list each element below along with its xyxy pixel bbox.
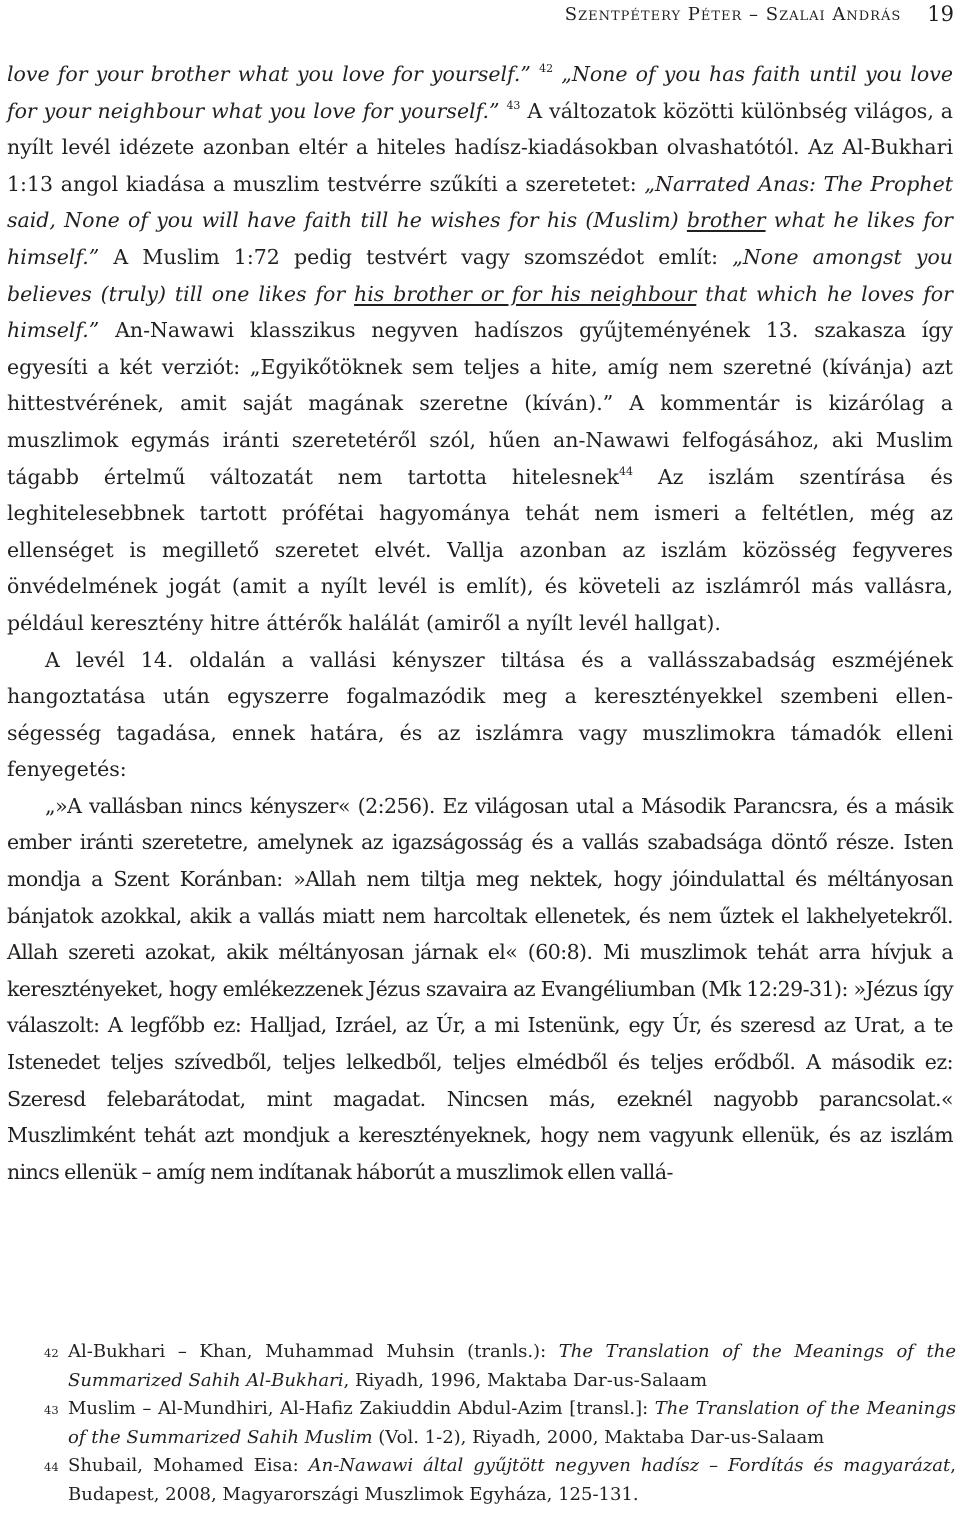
footnote-text: Al-Bukhari – Khan, Muhammad Muhsin (tranls.): — [68, 1341, 559, 1362]
page-number: 19 — [927, 2, 954, 26]
quote-text: love for your brother what you love for yourself.” — [7, 62, 531, 86]
quote-text: what he likes for himself.” — [7, 208, 953, 269]
quote-text: „None of you has faith until you love for your neighbour what you love for yourself.” — [7, 62, 953, 123]
running-head — [0, 0, 954, 28]
footnote-title: The Translation of the Meanings of the Summarized Sahih Al-Bukhari — [68, 1341, 956, 1391]
footnotes — [0, 1338, 956, 1509]
footnote-ref-43[interactable]: 43 — [506, 98, 521, 112]
footnote-number: 43 — [44, 1403, 59, 1417]
underlined-quote-text: brother — [686, 208, 766, 233]
footnote-ref-44[interactable]: 44 — [618, 464, 633, 478]
quote-text: that which he loves for himself.” — [7, 281, 953, 343]
paragraph-1 — [7, 56, 953, 642]
main-text — [7, 56, 953, 1190]
body-sentence: An-Nawawi klasszikus negyven hadíszos gyűjteményének 13. szakasza így egyesíti a két verziót: „Egyikőtöknek sem teljes a hite, amíg nem szeretné (kívánja) azt hittestvérének, amit saját magának szeretne (kíván).” A kommentár is kizárólag a muszlimok egymás iránti szeretetéről szól, hűen an-Nawawi felfogásához, aki Muslim tágabb értelmű változatát nem tartotta hitelesnek — [7, 318, 953, 489]
footnote-title: The Translation of the Meanings of the Summarized Sahih Muslim — [68, 1398, 956, 1448]
footnote-text: , Riyadh, 1996, Maktaba Dar-us-Salaam — [343, 1369, 708, 1391]
footnote-44 — [0, 1452, 956, 1509]
footnote-number: 42 — [44, 1346, 59, 1360]
quote-text: „Narrated Anas: The Prophet said, None of you will have faith till he wishes for his (Muslim) — [7, 171, 953, 233]
underlined-quote-text: his brother or for his neighbour — [354, 281, 697, 306]
footnote-text: Shubail, Mohamed Eisa: — [68, 1455, 309, 1476]
paragraph-3-quote: „»A vallásban nincs kényszer« (2:256). Ez világosan utal a Második Parancsra, és a másik ember iránti szeretetre, amelynek az igazságosság és a vallás szabadsága döntő része. Isten mondja a Szent Koránban: »Allah nem tiltja meg nektek, hogy jóindulattal és méltányosan bánjatok azokkal, akik a vallás miatt nem harcoltak ellenetek, és nem űztek el lakhelyetekről. Allah szereti azokat, akik méltányosan járnak el« (60:8). Mi muszlimok tehát arra hívjuk a keresztényeket, hogy emlékezzenek Jézus szavaira az Evangéliumban (Mk 12:29-31): »Jézus így válaszolt: A legfőbb ez: Halljad, Izráel, az Úr, a mi Istenünk, egy Úr, és szeresd az Urat, a te Istenedet teljes szívedből, teljes lelkedből, teljes elmédből és teljes erődből. A második ez: Szeresd felebarátodat, mint magadat. Nincsen más, ezeknél nagyobb parancsolat.« Muszlimként tehát azt mondjuk a keresztényeknek, hogy nem vagyunk ellenük, és az iszlám nincs ellenük – amíg nem indítanak háborút a muszlimok ellen vallá- — [7, 793, 953, 1184]
body-sentence: A változatok közötti különbség világos, a nyílt levél idézete azonban eltér a hiteles hadísz-kiadásokban olvashatótól. Az Al-Bukhari 1:13 angol kiadása a muszlim testvérre szűkíti a szeretetet: — [7, 98, 953, 196]
footnote-ref-42[interactable]: 42 — [539, 62, 554, 75]
footnote-text: Muslim – Al-Mundhiri, Al-Hafiz Zakiuddin Abdul-Azim [transl.]: — [68, 1398, 655, 1419]
quote-text: „None amongst you believes (truly) till one likes for — [7, 244, 953, 306]
footnote-42 — [0, 1338, 956, 1395]
footnote-43 — [0, 1395, 956, 1452]
footnote-text: (Vol. 1-2), Riyadh, 2000, Maktaba Dar-us-Salaam — [372, 1426, 825, 1448]
body-sentence: A Muslim 1:72 pedig testvért vagy szomszédot említ: — [113, 244, 719, 269]
running-title: Szentpétery Péter – Szalai András — [564, 3, 902, 25]
paragraph-2: A levél 14. oldalán a vallási kényszer tiltása és a vallásszabadság eszméjének hangoztatása után egyszerre fogalmazódik meg a keresztényekkel szembeni ellenségesség tagadása, ennek határa, és az iszlámra vagy muszlimokra támadók elleni fenyegetés: — [7, 647, 953, 782]
footnote-text: , Budapest, 2008, Magyarországi Muszlimok Egyháza, 125-131. — [68, 1455, 957, 1505]
body-sentence: Az iszlám szentírása és leghitelesebbnek tartott prófétai hagyománya tehát nem ismeri a feltétlen, még az ellenséget is megillető szeretet elvét. Vallja azonban az iszlám közösség fegyveres önvédelmének jogát (amit a nyílt levél is említ), és követeli az iszlámról más vallásra, például keresztény hitre áttérők halálát (amiről a nyílt levél hallgat). — [7, 464, 953, 635]
footnote-number: 44 — [44, 1460, 59, 1474]
footnote-title: An-Nawawi által gyűjtött negyven hadísz – Fordítás és magyarázat — [308, 1455, 951, 1476]
